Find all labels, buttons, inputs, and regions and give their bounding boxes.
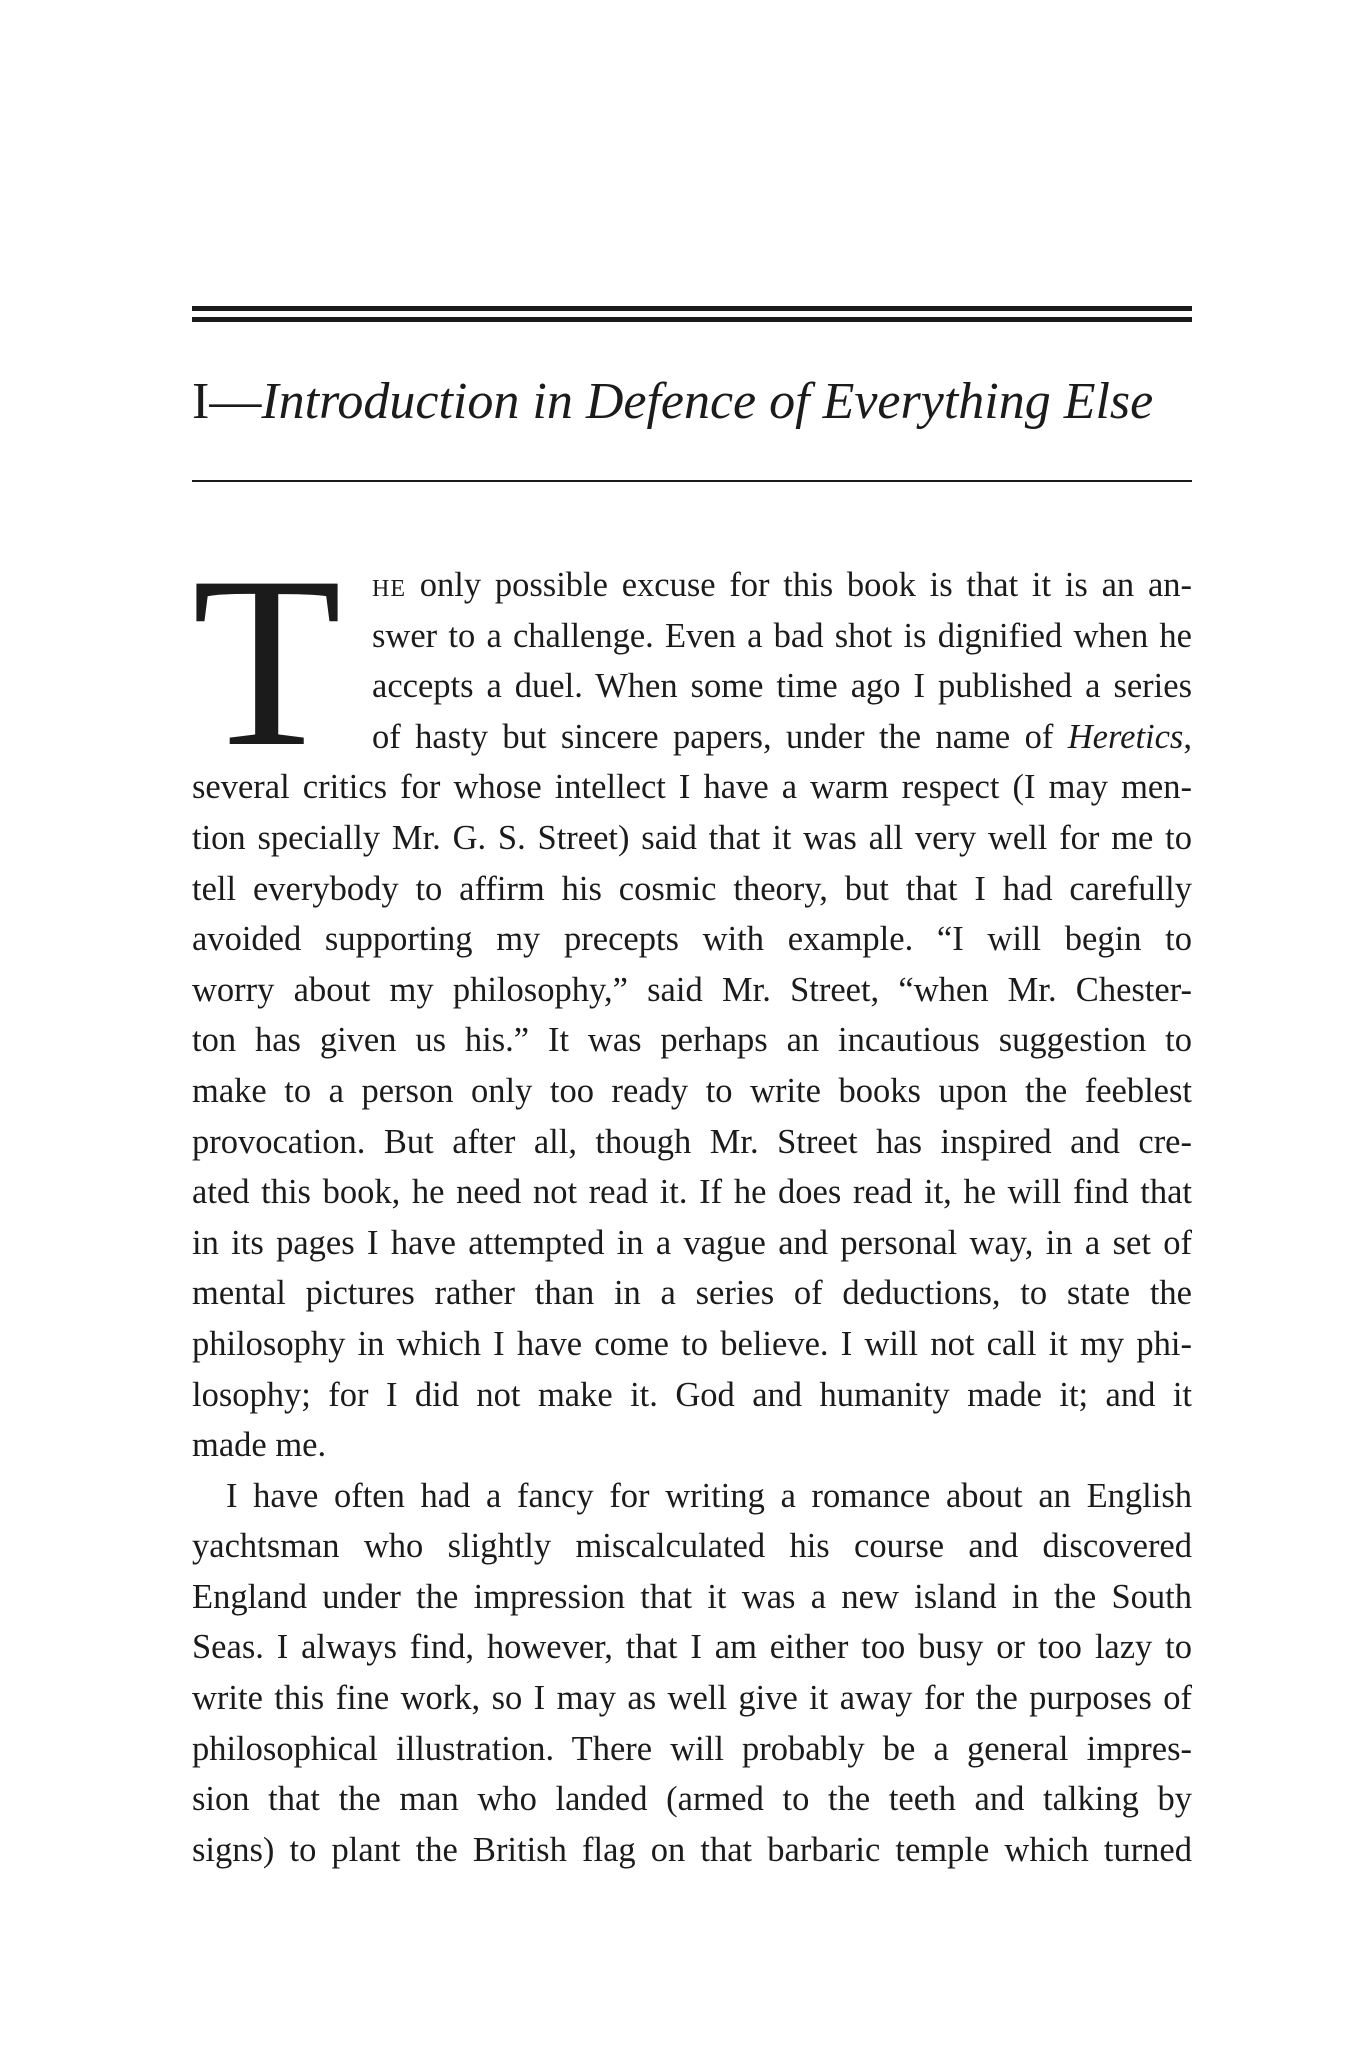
text-line: philosophy in which I have come to believe. I will not call it my phi- [192, 1324, 1192, 1363]
drop-cap-letter: T [192, 526, 342, 797]
text-line: avoided supporting my precepts with example. “I will begin to [192, 920, 1192, 959]
text-line: write this fine work, so I may as well give it away for the purposes of [192, 1679, 1192, 1718]
text-line: several critics for whose intellect I have a warm respect (I may men- [192, 768, 1192, 807]
text-line: tion specially Mr. G. S. Street) said that it was all very well for me to [192, 818, 1192, 857]
body-text [192, 526, 1192, 1875]
text-line: provocation. But after all, though Mr. Street has inspired and cre- [192, 1122, 1192, 1161]
text-line: ton has given us his.” It was perhaps an incautious suggestion to [192, 1021, 1192, 1060]
text-line: made me. [192, 1426, 327, 1465]
text-line: Seas. I always find, however, that I am either too busy or too lazy to [192, 1628, 1192, 1667]
text-line: yachtsman who slightly miscalculated his course and discovered [192, 1527, 1192, 1566]
text-line: of hasty but sincere papers, under the name of Heretics, [372, 717, 1192, 756]
text-line: philosophical illustration. There will probably be a general impres- [192, 1729, 1192, 1768]
opening-small-caps: he [372, 566, 406, 604]
italic-book-title: Heretics [1067, 717, 1184, 756]
text-line: tell everybody to affirm his cosmic theory, but that I had carefully [192, 869, 1192, 908]
text-line: in its pages I have attempted in a vague and personal way, in a set of [192, 1223, 1192, 1262]
text-line: England under the impression that it was a new island in the South [192, 1577, 1192, 1616]
text-line: accepts a duel. When some time ago I published a series [372, 667, 1192, 706]
text-line: sion that the man who landed (armed to the teeth and talking by [192, 1780, 1192, 1819]
chapter-title: Introduction in Defence of Everything Else [261, 373, 1154, 430]
chapter-number: I [192, 373, 210, 430]
heading-bottom-rule [192, 480, 1192, 482]
top-double-rule-upper [192, 306, 1192, 311]
text-line: signs) to plant the British flag on that barbaric temple which turned [192, 1830, 1192, 1869]
text-line: I have often had a fancy for writing a romance about an English [226, 1476, 1192, 1515]
text-line: mental pictures rather than in a series of deductions, to state the [192, 1274, 1192, 1313]
text-line: ated this book, he need not read it. If he does read it, he will find that [192, 1173, 1192, 1212]
text-line: he only possible excuse for this book is that it is an an- [372, 566, 1192, 604]
text-line: losophy; for I did not make it. God and humanity made it; and it [192, 1375, 1192, 1414]
text-line: worry about my philosophy,” said Mr. Street, “when Mr. Chester- [192, 970, 1192, 1009]
chapter-heading [192, 362, 1192, 442]
top-double-rule-lower [192, 317, 1192, 322]
text-line: swer to a challenge. Even a bad shot is dignified when he [372, 616, 1192, 655]
text-line: make to a person only too ready to write books upon the feeblest [192, 1071, 1192, 1110]
chapter-dash: — [209, 373, 262, 430]
